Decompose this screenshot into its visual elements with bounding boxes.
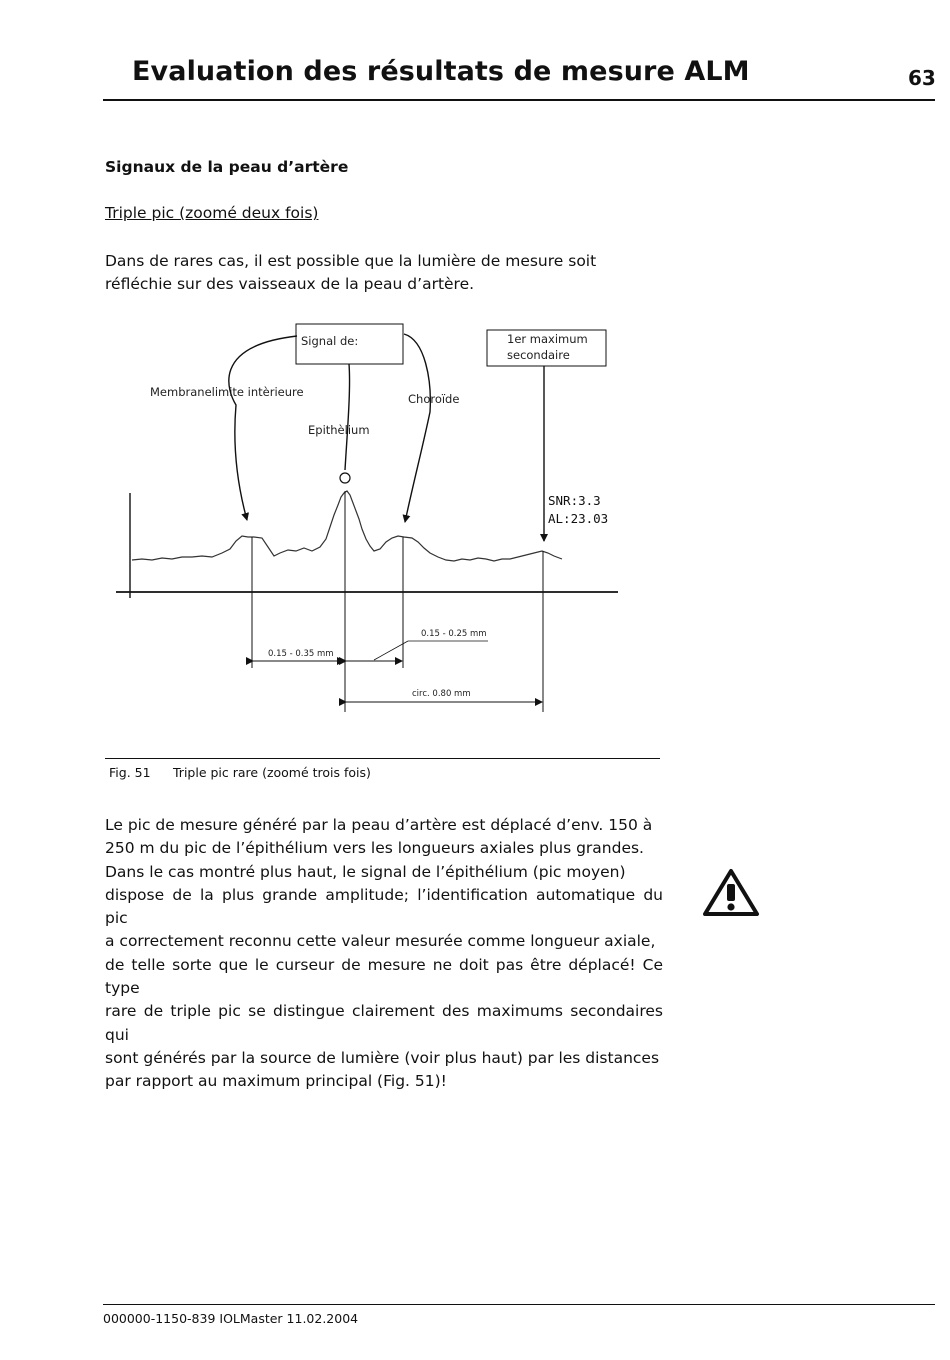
caption-rule xyxy=(105,758,660,759)
signal-label: Signal de: xyxy=(301,334,359,348)
dim-label-3: circ. 0.80 mm xyxy=(412,689,471,699)
page-header-title: Evaluation des résultats de mesure ALM xyxy=(132,56,750,87)
dim-label-2: 0.15 - 0.25 mm xyxy=(421,629,487,639)
body-line: Dans le cas montré plus haut, le signal de l’épithélium (pic moyen) xyxy=(105,862,626,881)
body-line: a correctement reconnu cette valeur mesurée comme longueur axiale, xyxy=(105,932,656,951)
body-line: de telle sorte que le curseur de mesure ne doit pas être déplacé! Ce type xyxy=(105,955,663,998)
secondary-max-label-line1: 1er maximum xyxy=(507,332,588,346)
figure-caption-text: Triple pic rare (zoomé trois fois) xyxy=(173,765,371,780)
body-line: sont générés par la source de lumière (voir plus haut) par les distances xyxy=(105,1048,660,1067)
body-line: dispose de la plus grande amplitude; l’identification automatique du pic xyxy=(105,885,663,928)
footer-rule xyxy=(103,1304,935,1305)
snr-readout: SNR:3.3 xyxy=(548,493,601,508)
section-heading: Signaux de la peau d’artère xyxy=(105,158,349,176)
intro-paragraph: Dans de rares cas, il est possible que la lumière de mesure soit réfléchie sur des vaisseaux de la peau d’artère. xyxy=(105,252,597,294)
dim-label-1: 0.15 - 0.35 mm xyxy=(268,649,334,659)
body-line: par rapport au maximum principal (Fig. 51)! xyxy=(105,1072,447,1091)
page-number: 63 xyxy=(908,66,936,90)
arrow-to-membrane xyxy=(229,336,297,520)
secondary-max-label-line2: secondaire xyxy=(507,348,570,362)
al-readout: AL:23.03 xyxy=(548,511,609,526)
body-line: Le pic de mesure généré par la peau d’artère est déplacé d’env. 150 à xyxy=(105,816,653,834)
signal-trace xyxy=(132,491,562,561)
epithelium-label: Epithèlium xyxy=(308,423,370,437)
subheading: Triple pic (zoomé deux fois) xyxy=(105,204,319,222)
body-line: 250 m du pic de l’épithélium vers les longueurs axiales plus grandes. xyxy=(105,839,644,858)
figure-caption xyxy=(109,765,371,780)
body-line: rare de triple pic se distingue clairement des maximums secondaires qui xyxy=(105,1002,663,1044)
choroid-label: Choroïde xyxy=(408,392,460,406)
warning-triangle-icon xyxy=(702,868,760,918)
arrow-to-epithelium xyxy=(345,364,350,470)
footer-text: 000000-1150-839 IOLMaster 11.02.2004 xyxy=(103,1311,359,1326)
arrow-to-choroid xyxy=(404,334,430,522)
epithelium-marker xyxy=(340,473,350,483)
figure-caption-label: Fig. 51 xyxy=(109,765,151,780)
body-paragraph xyxy=(105,814,663,1094)
membrane-label: Membranelimite intèrieure xyxy=(150,385,304,399)
